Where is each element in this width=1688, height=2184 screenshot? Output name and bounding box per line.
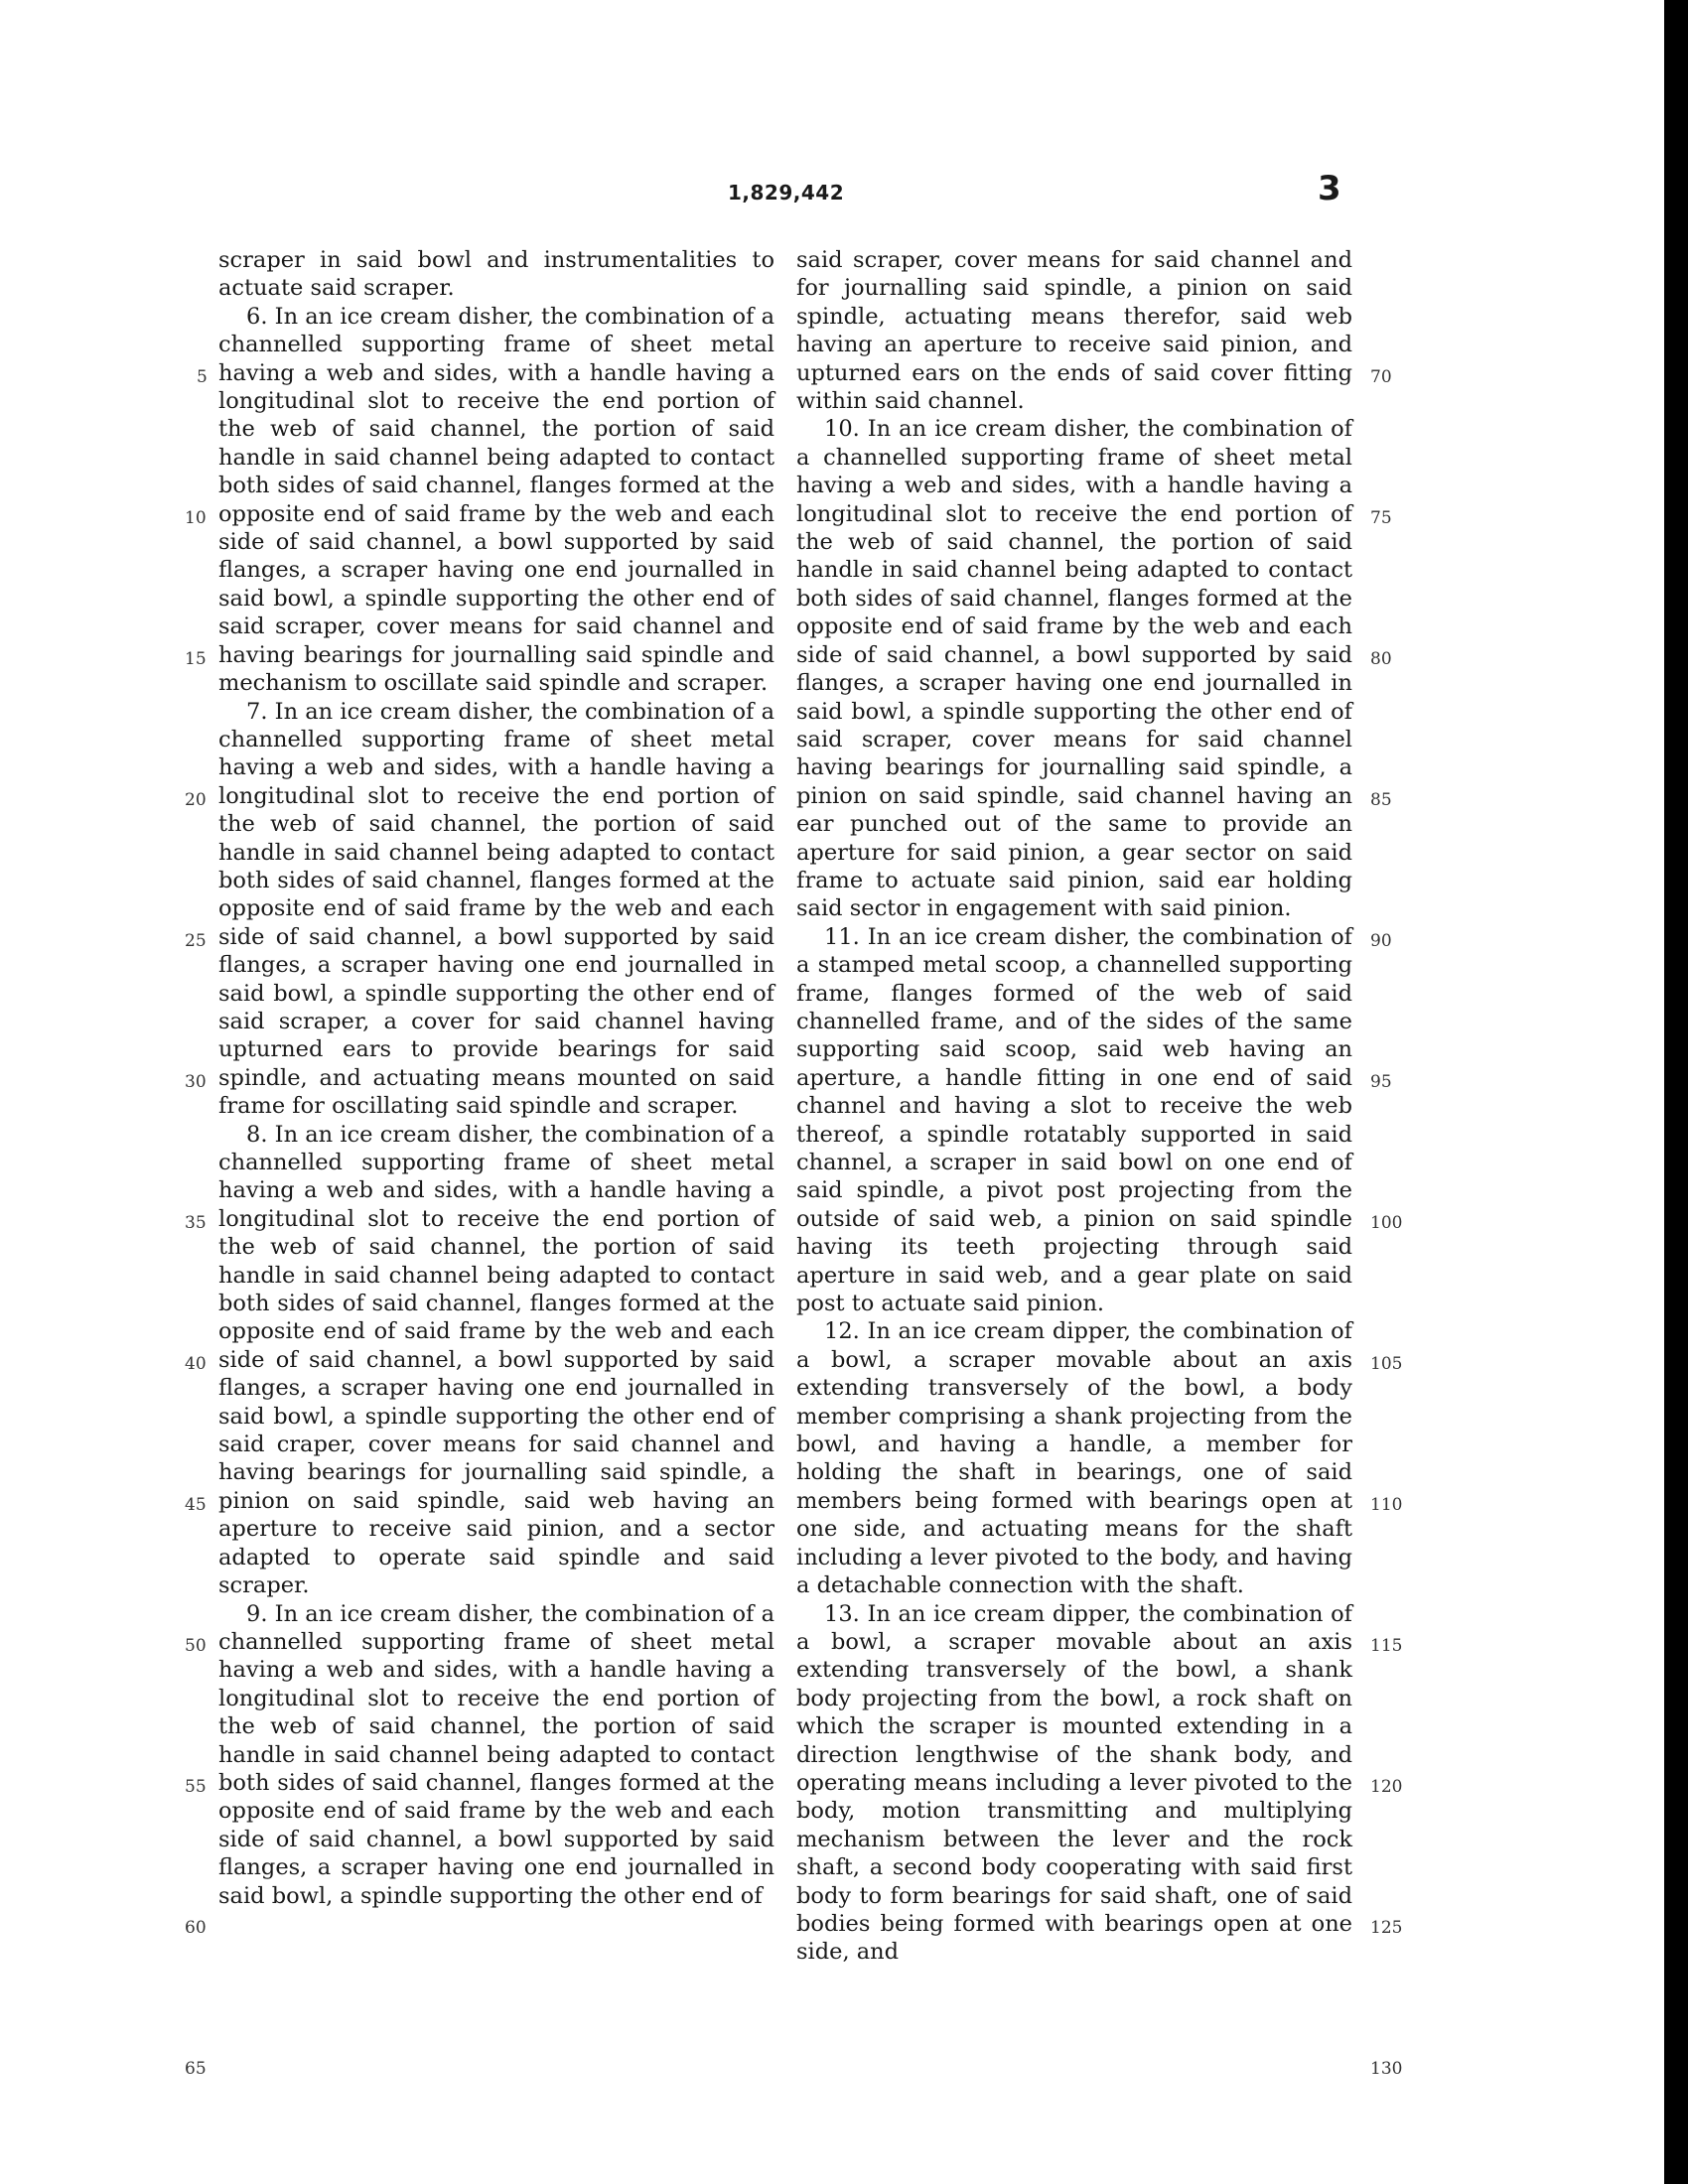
line-number: 105 [1370,1354,1403,1374]
claim-11: 11. In an ice cream disher, the combination of a stamped metal scoop, a channelled supporting frame, flanges formed of the web of said channelled frame, and of the sides of the same supporting said scoop, said web having an aperture, a handle fitting in one end of said channel and having a slot to receive the web thereof, a spindle rotatably supported in said channel, a scraper in said bowl on one end of said spindle, a pivot post projecting from the outside of said web, a pinion on said spindle having its teeth projecting through said aperture in said web, and a gear plate on said post to actuate said pinion. [796,923,1352,1317]
line-number: 100 [1370,1213,1403,1233]
line-number: 65 [185,2059,207,2079]
line-number: 30 [185,1072,207,1092]
line-number: 60 [185,1918,207,1938]
line-number: 120 [1370,1777,1403,1797]
claim-8: 8. In an ice cream disher, the combination of a channelled supporting frame of sheet metal having a web and sides, with a handle having a longitudinal slot to receive the end portion of the web of said channel, the portion of said handle in said channel being adapted to contact both sides of said channel, flanges formed at the opposite end of said frame by the web and each side of said channel, a bowl supported by said flanges, a scraper having one end journalled in said bowl, a spindle supporting the other end of said craper, cover means for said channel and having bearings for journalling said spindle, a pinion on said spindle, said web having an aperture to receive said pinion, and a sector adapted to operate said spindle and said scraper. [218,1121,774,1599]
line-number: 75 [1370,508,1392,528]
claim-7: 7. In an ice cream disher, the combination of a channelled supporting frame of sheet metal having a web and sides, with a handle having a longitudinal slot to receive the end portion of the web of said channel, the portion of said handle in said channel being adapted to contact both sides of said channel, flanges formed at the opposite end of said frame by the web and each side of said channel, a bowl supported by said flanges, a scraper having one end journalled in said bowl, a spindle supporting the other end of said scraper, a cover for said channel having upturned ears to provide bearings for said spindle, and actuating means mounted on said frame for oscillating said spindle and scraper. [218,698,774,1120]
left-column [218,246,774,1910]
paragraph-continuation: said scraper, cover means for said channel and for journalling said spindle, a pinion on said spindle, actuating means therefor, said web having an aperture to receive said pinion, and upturned ears on the ends of said cover fitting within said channel. [796,247,1352,415]
line-number: 50 [185,1636,207,1656]
line-number: 130 [1370,2059,1403,2079]
line-number: 25 [185,931,207,951]
claim-10: 10. In an ice cream disher, the combination of a channelled supporting frame of sheet metal having a web and sides, with a handle having a longitudinal slot to receive the end portion of the web of said channel, the portion of said handle in said channel being adapted to contact both sides of said channel, flanges formed at the opposite end of said frame by the web and each side of said channel, a bowl supported by said flanges, a scraper having one end journalled in said bowl, a spindle supporting the other end of said scraper, cover means for said channel having bearings for journalling said spindle, a pinion on said spindle, said channel having an ear punched out of the same to provide an aperture for said pinion, a gear sector on said frame to actuate said pinion, said ear holding said sector in engagement with said pinion. [796,416,1352,922]
line-number: 110 [1370,1495,1403,1515]
line-number: 20 [185,790,207,810]
line-number: 115 [1370,1636,1403,1656]
right-column [796,246,1352,1967]
line-number: 80 [1370,649,1392,669]
claim-6: 6. In an ice cream disher, the combination of a channelled supporting frame of sheet metal having a web and sides, with a handle having a longitudinal slot to receive the end portion of the web of said channel, the portion of said handle in said channel being adapted to contact both sides of said channel, flanges formed at the opposite end of said frame by the web and each side of said channel, a bowl supported by said flanges, a scraper having one end journalled in said bowl, a spindle supporting the other end of said scraper, cover means for said channel and having bearings for journalling said spindle and mechanism to oscillate said spindle and scraper. [218,303,774,697]
line-number: 35 [185,1213,207,1233]
paragraph-continuation: scraper in said bowl and instrumentalities to actuate said scraper. [218,247,774,302]
patent-number: 1,829,442 [728,181,845,205]
line-number: 95 [1370,1072,1392,1092]
line-number: 90 [1370,931,1392,951]
line-number: 40 [185,1354,207,1374]
claim-12: 12. In an ice cream dipper, the combination of a bowl, a scraper movable about an axis extending transversely of the bowl, a body member comprising a shank projecting from the bowl, and having a handle, a member for holding the shaft in bearings, one of said members being formed with bearings open at one side, and actuating means for the shaft including a lever pivoted to the body, and having a detachable connection with the shaft. [796,1318,1352,1599]
page-number: 3 [1318,169,1341,208]
line-number: 70 [1370,367,1392,387]
line-number: 55 [185,1777,207,1797]
line-number: 45 [185,1495,207,1515]
claim-13: 13. In an ice cream dipper, the combination of a bowl, a scraper movable about an axis extending transversely of the bowl, a shank body projecting from the bowl, a rock shaft on which the scraper is mounted extending in a direction lengthwise of the shank body, and operating means including a lever pivoted to the body, motion transmitting and multiplying mechanism between the lever and the rock shaft, a second body cooperating with said first body to form bearings for said shaft, one of said bodies being formed with bearings open at one side, and [796,1600,1352,1966]
line-number: 10 [185,508,207,528]
claim-9: 9. In an ice cream disher, the combination of a channelled supporting frame of sheet metal having a web and sides, with a handle having a longitudinal slot to receive the end portion of the web of said channel, the portion of said handle in said channel being adapted to contact both sides of said channel, flanges formed at the opposite end of said frame by the web and each side of said channel, a bowl supported by said flanges, a scraper having one end journalled in said bowl, a spindle supporting the other end of [218,1600,774,1909]
line-number: 85 [1370,790,1392,810]
line-number: 15 [185,649,207,669]
line-number: 125 [1370,1918,1403,1938]
page-edge-border [1664,0,1688,2184]
line-number: 5 [197,367,208,387]
